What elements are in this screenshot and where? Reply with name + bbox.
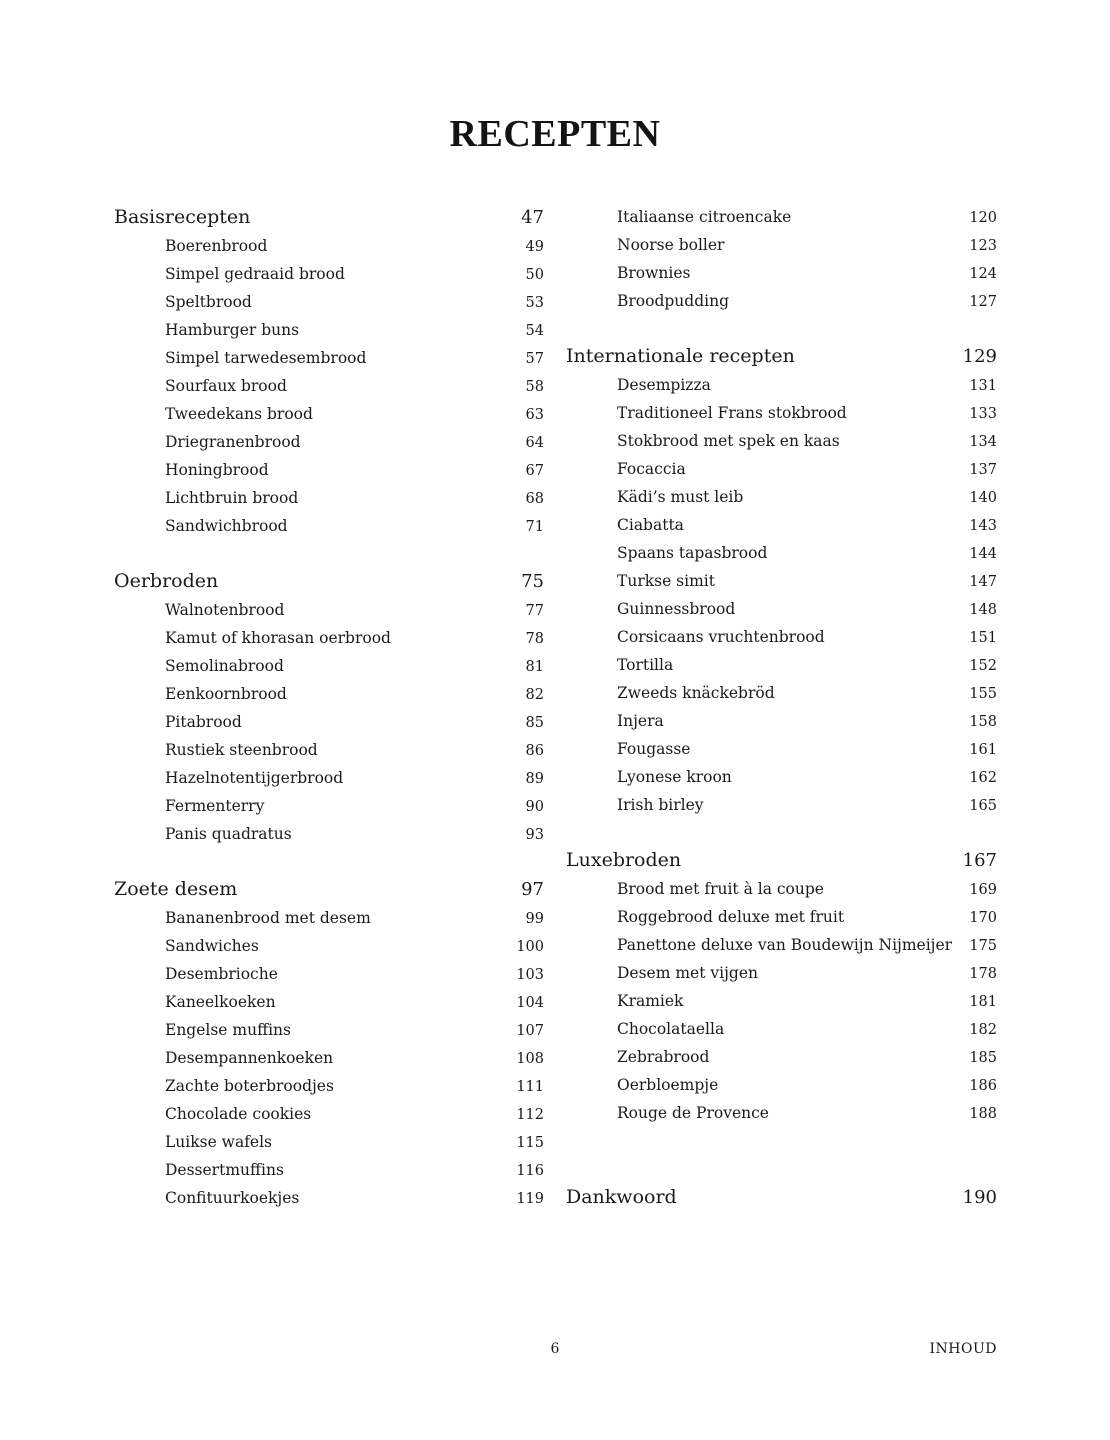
- toc-entry: [566, 875, 997, 903]
- toc-entry-title: Brownies: [617, 264, 691, 282]
- toc-page-number: 169: [969, 882, 997, 898]
- toc-page-number: 162: [969, 770, 997, 786]
- toc-entry-title: Eenkoornbrood: [165, 685, 287, 703]
- toc-entry: [566, 287, 997, 315]
- toc-entry-title: Spaans tapasbrood: [617, 544, 768, 562]
- toc-entry: [114, 456, 544, 484]
- toc-page-number: 152: [969, 658, 997, 674]
- toc-entry-title: Honingbrood: [165, 461, 269, 479]
- toc-section-title: Oerbroden: [114, 570, 219, 592]
- toc-page-number: 134: [969, 434, 997, 450]
- toc-section-title: Basisrecepten: [114, 206, 251, 228]
- toc-entry: [566, 1071, 997, 1099]
- toc-entry-title: Desempizza: [617, 376, 711, 394]
- toc-page-number: 111: [516, 1079, 544, 1095]
- toc-page-number: 64: [525, 435, 544, 451]
- toc-page-number: 170: [969, 910, 997, 926]
- toc-entry: [114, 708, 544, 736]
- toc-entry: [566, 567, 997, 595]
- toc-entry: [566, 735, 997, 763]
- toc-entry: [114, 820, 544, 848]
- toc-entry-title: Engelse muffins: [165, 1021, 291, 1039]
- toc-entry-title: Brood met fruit à la coupe: [617, 880, 824, 898]
- toc-section-heading: [566, 1183, 997, 1212]
- toc-entry: [114, 960, 544, 988]
- toc-page-number: 82: [525, 687, 544, 703]
- toc-page-number: 53: [525, 295, 544, 311]
- toc-section-title: Zoete desem: [114, 878, 238, 900]
- toc-entry-title: Injera: [617, 712, 664, 730]
- toc-entry-title: Desempannenkoeken: [165, 1049, 334, 1067]
- toc-page-number: 97: [521, 879, 544, 900]
- toc-page-number: 131: [969, 378, 997, 394]
- toc-entry-title: Semolinabrood: [165, 657, 284, 675]
- toc-entry: [114, 372, 544, 400]
- toc-page-number: 175: [969, 938, 997, 954]
- toc-spacer: [566, 315, 997, 342]
- toc-entry: [114, 1044, 544, 1072]
- toc-page-number: 144: [969, 546, 997, 562]
- toc-section-title: Dankwoord: [566, 1186, 677, 1208]
- toc-entry: [566, 679, 997, 707]
- toc-page-number: 75: [521, 571, 544, 592]
- toc-page-number: 140: [969, 490, 997, 506]
- toc-entry: [566, 623, 997, 651]
- toc-entry-title: Kaneelkoeken: [165, 993, 276, 1011]
- toc-entry: [566, 1043, 997, 1071]
- toc-page-number: 147: [969, 574, 997, 590]
- toc-entry-title: Corsicaans vruchtenbrood: [617, 628, 825, 646]
- toc-entry-title: Pitabrood: [165, 713, 242, 731]
- toc-entry: [566, 455, 997, 483]
- toc-entry: [114, 596, 544, 624]
- toc-section-heading: [114, 203, 544, 232]
- toc-page-number: 78: [525, 631, 544, 647]
- toc-entry: [566, 959, 997, 987]
- footer-section-label: INHOUD: [929, 1341, 997, 1357]
- toc-page-number: 108: [516, 1051, 544, 1067]
- toc-page-number: 93: [525, 827, 544, 843]
- toc-page-number: 129: [962, 346, 997, 367]
- toc-entry-title: Fougasse: [617, 740, 691, 758]
- toc-page-number: 148: [969, 602, 997, 618]
- toc-entry: [114, 624, 544, 652]
- toc-entry-title: Desem met vijgen: [617, 964, 758, 982]
- toc-entry-title: Luikse wafels: [165, 1133, 273, 1151]
- toc-page-number: 63: [525, 407, 544, 423]
- toc-entry-title: Dessertmuffins: [165, 1161, 284, 1179]
- toc-page-number: 165: [969, 798, 997, 814]
- toc-entry: [114, 1072, 544, 1100]
- toc-entry: [114, 1184, 544, 1212]
- toc-entry-title: Ciabatta: [617, 516, 684, 534]
- toc-entry-title: Desembrioche: [165, 965, 278, 983]
- toc-page-number: 54: [525, 323, 544, 339]
- toc-entry: [566, 399, 997, 427]
- toc-entry: [566, 427, 997, 455]
- toc-entry: [566, 371, 997, 399]
- toc-entry-title: Stokbrood met spek en kaas: [617, 432, 840, 450]
- toc-page-number: 133: [969, 406, 997, 422]
- toc-page-number: 186: [969, 1078, 997, 1094]
- toc-entry-title: Rustiek steenbrood: [165, 741, 318, 759]
- toc-page-number: 68: [525, 491, 544, 507]
- toc-page-number: 151: [969, 630, 997, 646]
- toc-entry-title: Guinnessbrood: [617, 600, 736, 618]
- toc-page-number: 120: [969, 210, 997, 226]
- toc-entry: [566, 259, 997, 287]
- page-title: RECEPTEN: [449, 113, 661, 155]
- toc-page-number: 158: [969, 714, 997, 730]
- toc-page-number: 103: [516, 967, 544, 983]
- toc-entry: [114, 484, 544, 512]
- toc-spacer: [114, 848, 544, 875]
- toc-entry: [566, 903, 997, 931]
- toc-entry: [114, 932, 544, 960]
- toc-page-number: 182: [969, 1022, 997, 1038]
- toc-entry-title: Italiaanse citroencake: [617, 208, 792, 226]
- toc-entry-title: Tortilla: [617, 656, 674, 674]
- toc-entry-title: Turkse simit: [617, 572, 715, 590]
- toc-entry: [566, 987, 997, 1015]
- toc-section-heading: [114, 567, 544, 596]
- toc-page-number: 90: [525, 799, 544, 815]
- toc-entry: [566, 511, 997, 539]
- toc-spacer: [566, 819, 997, 846]
- toc-entry: [114, 1100, 544, 1128]
- toc-entry-title: Panettone deluxe van Boudewijn Nijmeijer: [617, 936, 953, 954]
- toc-entry-title: Zebrabrood: [617, 1048, 710, 1066]
- toc-entry: [566, 707, 997, 735]
- toc-page-number: 67: [525, 463, 544, 479]
- toc-column-right: [566, 203, 997, 1212]
- toc-page-number: 188: [969, 1106, 997, 1122]
- toc-entry: [114, 260, 544, 288]
- toc-entry: [114, 1016, 544, 1044]
- toc-page-number: 119: [516, 1191, 544, 1207]
- toc-entry: [114, 316, 544, 344]
- toc-page-number: 58: [525, 379, 544, 395]
- toc-entry: [566, 203, 997, 231]
- toc-entry-title: Confituurkoekjes: [165, 1189, 300, 1207]
- footer-page-number: 6: [550, 1341, 560, 1357]
- toc-entry: [114, 652, 544, 680]
- toc-entry: [114, 400, 544, 428]
- toc-entry: [114, 1156, 544, 1184]
- toc-page-number: 57: [525, 351, 544, 367]
- toc-entry: [566, 231, 997, 259]
- toc-entry-title: Roggebrood deluxe met fruit: [617, 908, 845, 926]
- toc-entry: [566, 651, 997, 679]
- toc-entry-title: Traditioneel Frans stokbrood: [617, 404, 847, 422]
- toc-page-number: 143: [969, 518, 997, 534]
- toc-entry-title: Speltbrood: [165, 293, 252, 311]
- toc-page-number: 137: [969, 462, 997, 478]
- toc-entry: [566, 483, 997, 511]
- toc-entry: [114, 232, 544, 260]
- toc-page-number: 124: [969, 266, 997, 282]
- toc-page-number: 89: [525, 771, 544, 787]
- toc-section-title: Luxebroden: [566, 849, 682, 871]
- toc-entry: [114, 1128, 544, 1156]
- toc-entry: [114, 736, 544, 764]
- toc-entry: [114, 988, 544, 1016]
- toc-entry-title: Lichtbruin brood: [165, 489, 299, 507]
- toc-page-number: 123: [969, 238, 997, 254]
- toc-entry-title: Panis quadratus: [165, 825, 292, 843]
- toc-page-number: 50: [525, 267, 544, 283]
- toc-spacer: [566, 1127, 997, 1183]
- toc-section-heading: [566, 846, 997, 875]
- toc-page-number: 167: [962, 850, 997, 871]
- toc-entry: [566, 595, 997, 623]
- toc-entry-title: Zweeds knäckebröd: [617, 684, 775, 702]
- toc-column-left: [114, 203, 544, 1212]
- toc-entry-title: Sandwichbrood: [165, 517, 288, 535]
- toc-entry-title: Kramiek: [617, 992, 684, 1010]
- toc-entry: [114, 512, 544, 540]
- toc-page-number: 155: [969, 686, 997, 702]
- toc-page-number: 100: [516, 939, 544, 955]
- toc-entry-title: Hazelnotentijgerbrood: [165, 769, 344, 787]
- toc-entry: [566, 763, 997, 791]
- toc-page-number: 86: [525, 743, 544, 759]
- toc-entry-title: Tweedekans brood: [165, 405, 313, 423]
- toc-entry-title: Chocolade cookies: [165, 1105, 312, 1123]
- toc-entry: [114, 344, 544, 372]
- toc-page-number: 190: [962, 1187, 997, 1208]
- toc-entry: [566, 791, 997, 819]
- toc-section-heading: [566, 342, 997, 371]
- toc-entry-title: Focaccia: [617, 460, 686, 478]
- toc-entry-title: Kädi’s must leib: [617, 488, 744, 506]
- toc-page-number: 181: [969, 994, 997, 1010]
- toc-page-number: 116: [516, 1163, 544, 1179]
- toc-entry-title: Broodpudding: [617, 292, 729, 310]
- toc-page-number: 107: [516, 1023, 544, 1039]
- toc-entry: [566, 1015, 997, 1043]
- toc-entry: [114, 904, 544, 932]
- toc-entry-title: Noorse boller: [617, 236, 725, 254]
- toc-entry-title: Rouge de Provence: [617, 1104, 769, 1122]
- toc-entry-title: Simpel gedraaid brood: [165, 265, 345, 283]
- toc-entry-title: Sourfaux brood: [165, 377, 287, 395]
- toc-page-number: 104: [516, 995, 544, 1011]
- toc-entry: [566, 1099, 997, 1127]
- toc-entry-title: Bananenbrood met desem: [165, 909, 371, 927]
- toc-entry: [566, 931, 997, 959]
- toc-entry-title: Lyonese kroon: [617, 768, 732, 786]
- toc-page-number: 127: [969, 294, 997, 310]
- toc-entry-title: Driegranenbrood: [165, 433, 301, 451]
- toc-page-number: 185: [969, 1050, 997, 1066]
- toc-entry-title: Walnotenbrood: [165, 601, 285, 619]
- toc-entry-title: Irish birley: [617, 796, 704, 814]
- toc-entry: [114, 792, 544, 820]
- toc-page-number: 49: [525, 239, 544, 255]
- toc-entry-title: Sandwiches: [165, 937, 259, 955]
- toc-entry: [114, 288, 544, 316]
- toc-entry: [114, 428, 544, 456]
- toc-entry: [114, 680, 544, 708]
- toc-entry: [114, 764, 544, 792]
- toc-page-number: 161: [969, 742, 997, 758]
- toc-page-number: 112: [516, 1107, 544, 1123]
- toc-entry-title: Boerenbrood: [165, 237, 268, 255]
- toc-page-number: 81: [525, 659, 544, 675]
- toc-entry-title: Fermenterry: [165, 797, 265, 815]
- toc-page-number: 115: [516, 1135, 544, 1151]
- toc-spacer: [114, 540, 544, 567]
- toc-entry: [566, 539, 997, 567]
- toc-section-heading: [114, 875, 544, 904]
- toc-entry-title: Simpel tarwedesembrood: [165, 349, 367, 367]
- toc-page-number: 47: [521, 207, 544, 228]
- toc-page-number: 178: [969, 966, 997, 982]
- toc-entry-title: Oerbloempje: [617, 1076, 719, 1094]
- toc-page-number: 85: [525, 715, 544, 731]
- toc-entry-title: Chocolataella: [617, 1020, 725, 1038]
- toc-page-number: 99: [525, 911, 544, 927]
- toc-page-number: 71: [525, 519, 544, 535]
- toc-entry-title: Hamburger buns: [165, 321, 300, 339]
- toc-entry-title: Kamut of khorasan oerbrood: [165, 629, 391, 647]
- toc-section-title: Internationale recepten: [566, 345, 795, 367]
- toc-entry-title: Zachte boterbroodjes: [165, 1077, 334, 1095]
- toc-page-number: 77: [525, 603, 544, 619]
